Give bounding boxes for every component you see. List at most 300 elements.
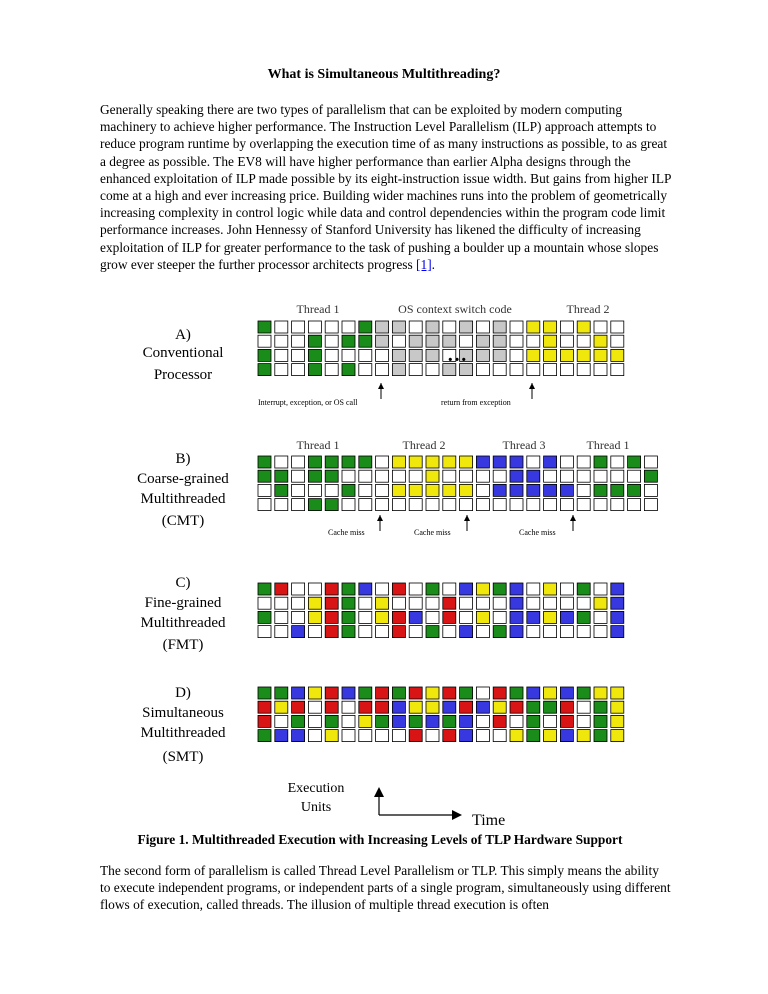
issue-slot: [527, 335, 540, 347]
issue-slot: [594, 583, 607, 595]
issue-slot: [376, 484, 389, 496]
issue-slot: [443, 715, 456, 727]
issue-slot: [476, 611, 489, 623]
issue-slot: [493, 456, 506, 468]
issue-slot: [527, 499, 540, 511]
issue-slot: [392, 335, 405, 347]
issue-slot: [476, 597, 489, 609]
issue-slot: [308, 626, 321, 638]
issue-slot: [594, 484, 607, 496]
panel-label-line: Multithreaded: [140, 725, 226, 741]
issue-slot: [544, 611, 557, 623]
issue-slot: [275, 470, 288, 482]
issue-slot: [426, 499, 439, 511]
issue-slot: [258, 470, 271, 482]
issue-slot: [544, 470, 557, 482]
issue-slot: [510, 626, 523, 638]
issue-slot: [376, 701, 389, 713]
issue-slot: [577, 730, 590, 742]
issue-slot: [275, 349, 288, 361]
issue-slot: [594, 715, 607, 727]
issue-slot: [376, 611, 389, 623]
reference-link[interactable]: [1]: [416, 256, 432, 272]
issue-slot: [325, 335, 338, 347]
issue-slot: [460, 611, 473, 623]
issue-slot: [527, 730, 540, 742]
issue-slot: [258, 456, 271, 468]
issue-slot: [308, 349, 321, 361]
issue-slot: [493, 715, 506, 727]
issue-slot: [443, 626, 456, 638]
issue-slot: [325, 484, 338, 496]
issue-slot: [510, 456, 523, 468]
thread-label: Thread 1: [586, 438, 630, 452]
issue-slot: [493, 364, 506, 376]
issue-slot: [392, 470, 405, 482]
issue-slot: [275, 687, 288, 699]
issue-slot: [611, 335, 624, 347]
issue-slot: [308, 701, 321, 713]
event-arrowhead: [570, 515, 576, 521]
issue-slot: [258, 364, 271, 376]
issue-slot: [258, 701, 271, 713]
issue-slot: [510, 499, 523, 511]
issue-slot: [392, 730, 405, 742]
issue-slot: [342, 597, 355, 609]
issue-slot: [392, 715, 405, 727]
issue-slot: [544, 484, 557, 496]
issue-slot: [376, 687, 389, 699]
issue-slot: [560, 611, 573, 623]
panel-label-line: (CMT): [161, 513, 205, 529]
issue-slot: [544, 335, 557, 347]
issue-slot: [275, 335, 288, 347]
issue-slot: [443, 701, 456, 713]
issue-slot: [342, 349, 355, 361]
issue-slot: [292, 484, 305, 496]
issue-slot: [476, 349, 489, 361]
issue-slot: [527, 611, 540, 623]
issue-slot: [560, 499, 573, 511]
issue-slot: [359, 597, 372, 609]
issue-slot: [376, 626, 389, 638]
panel-label-line: Multithreaded: [140, 491, 226, 507]
issue-slot: [392, 701, 405, 713]
issue-slot: [392, 611, 405, 623]
event-arrowhead: [378, 383, 384, 389]
axis-label-y: Execution: [287, 781, 345, 796]
issue-slot: [611, 484, 624, 496]
issue-slot: [544, 349, 557, 361]
issue-slot: [493, 484, 506, 496]
issue-slot: [560, 335, 573, 347]
issue-slot: [493, 626, 506, 638]
issue-slot: [560, 597, 573, 609]
issue-slot: [376, 730, 389, 742]
issue-slot: [510, 335, 523, 347]
issue-slot: [476, 470, 489, 482]
issue-slot: [275, 456, 288, 468]
issue-slot: [258, 484, 271, 496]
issue-slot: [476, 335, 489, 347]
issue-slot: [308, 715, 321, 727]
issue-slot: [611, 597, 624, 609]
issue-slot: [577, 456, 590, 468]
issue-slot: [359, 730, 372, 742]
issue-slot: [493, 583, 506, 595]
issue-slot: [577, 484, 590, 496]
issue-slot: [359, 687, 372, 699]
event-note: Cache miss: [519, 528, 556, 537]
issue-slot: [392, 456, 405, 468]
issue-slot: [476, 321, 489, 333]
issue-slot: [392, 626, 405, 638]
issue-slot: [308, 730, 321, 742]
issue-slot: [443, 484, 456, 496]
intro-period: .: [431, 256, 436, 272]
event-arrowhead: [464, 515, 470, 521]
issue-slot: [426, 335, 439, 347]
issue-slot: [611, 687, 624, 699]
issue-slot: [426, 701, 439, 713]
issue-slot: [292, 583, 305, 595]
issue-slot: [493, 687, 506, 699]
issue-slot: [325, 321, 338, 333]
issue-slot: [376, 456, 389, 468]
issue-slot: [443, 730, 456, 742]
thread-label: Thread 2: [566, 302, 610, 316]
issue-slot: [258, 583, 271, 595]
issue-slot: [258, 349, 271, 361]
issue-slot: [493, 597, 506, 609]
issue-slot: [308, 364, 321, 376]
issue-slot: [493, 701, 506, 713]
issue-slot: [292, 321, 305, 333]
issue-slot: [594, 499, 607, 511]
issue-slot: [325, 364, 338, 376]
issue-slot: [560, 484, 573, 496]
issue-slot: [342, 715, 355, 727]
issue-slot: [443, 597, 456, 609]
issue-slot: [628, 470, 641, 482]
issue-slot: [594, 687, 607, 699]
issue-slot: [409, 715, 422, 727]
issue-slot: [577, 597, 590, 609]
issue-slot: [292, 730, 305, 742]
issue-slot: [275, 321, 288, 333]
panel-label-line: A): [175, 327, 191, 343]
issue-slot: [342, 701, 355, 713]
issue-slot: [560, 321, 573, 333]
issue-slot: [560, 730, 573, 742]
issue-slot: [359, 611, 372, 623]
issue-slot: [460, 470, 473, 482]
issue-slot: [476, 583, 489, 595]
issue-slot: [510, 730, 523, 742]
panel-label-line: B): [175, 451, 191, 467]
issue-slot: [308, 499, 321, 511]
issue-slot: [426, 730, 439, 742]
issue-slot: [325, 715, 338, 727]
panel-label-line: Simultaneous: [142, 705, 224, 721]
panel-label-line: C): [175, 575, 191, 591]
issue-slot: [544, 321, 557, 333]
issue-slot: [560, 349, 573, 361]
issue-slot: [258, 335, 271, 347]
issue-slot: [258, 626, 271, 638]
issue-slot: [308, 611, 321, 623]
issue-slot: [376, 321, 389, 333]
issue-slot: [527, 456, 540, 468]
issue-slot: [325, 701, 338, 713]
issue-slot: [443, 321, 456, 333]
issue-slot: [325, 583, 338, 595]
issue-slot: [275, 597, 288, 609]
issue-slot: [594, 456, 607, 468]
issue-slot: [594, 321, 607, 333]
issue-slot: [359, 484, 372, 496]
issue-slot: [376, 597, 389, 609]
issue-slot: [275, 626, 288, 638]
issue-slot: [376, 364, 389, 376]
intro-text: Generally speaking there are two types of parallelism that can be exploited by modern computing machinery to achieve higher performance. The Instruction Level Parallelism (ILP) approach attempts to reduce program runtime by overlapping the execution time of as many instructions as possible, to as great a degree as possible. The EV8 will have higher performance than earlier Alpha designs through the enhanced exploitation of ILP made possible by its eight-instruction issue width. But gains from higher ILP come at a high and ever increasing price. Building wider machines runs into the problem of geometrically increasing complexity in control logic while data and control dependencies within the program code limit performance increases. John Hennessy of Stanford University has likened the difficulty of increasing exploitation of ILP for greater performance to the task of pushing a boulder up a mountain whose slopes grow ever steeper the further processor architects progress: [100, 102, 671, 272]
issue-slot: [392, 583, 405, 595]
panel-label-line: Conventional: [142, 345, 224, 361]
issue-slot: [611, 701, 624, 713]
issue-slot: [577, 349, 590, 361]
issue-slot: [510, 364, 523, 376]
issue-slot: [560, 364, 573, 376]
issue-slot: [292, 349, 305, 361]
issue-slot: [577, 499, 590, 511]
issue-slot: [527, 321, 540, 333]
issue-slot: [493, 470, 506, 482]
issue-slot: [443, 470, 456, 482]
issue-slot: [460, 456, 473, 468]
issue-slot: [460, 715, 473, 727]
issue-slot: [308, 470, 321, 482]
issue-slot: [342, 583, 355, 595]
issue-slot: [409, 364, 422, 376]
issue-slot: [392, 321, 405, 333]
issue-slot: [409, 626, 422, 638]
issue-slot: [544, 715, 557, 727]
issue-slot: [275, 701, 288, 713]
issue-slot: [510, 583, 523, 595]
issue-slot: [359, 456, 372, 468]
issue-slot: [359, 470, 372, 482]
panel-label-line: D): [175, 685, 191, 701]
issue-slot: [258, 597, 271, 609]
issue-slot: [493, 611, 506, 623]
issue-slot: [460, 701, 473, 713]
issue-slot: [376, 583, 389, 595]
issue-slot: [628, 499, 641, 511]
issue-slot: [325, 499, 338, 511]
issue-slot: [594, 626, 607, 638]
issue-slot: [510, 484, 523, 496]
issue-slot: [611, 626, 624, 638]
issue-slot: [426, 597, 439, 609]
thread-label: OS context switch code: [398, 302, 512, 316]
issue-slot: [258, 321, 271, 333]
issue-slot: [275, 364, 288, 376]
issue-slot: [376, 349, 389, 361]
issue-slot: [342, 611, 355, 623]
issue-slot: [476, 484, 489, 496]
issue-slot: [544, 583, 557, 595]
issue-slot: [560, 470, 573, 482]
issue-slot: [577, 626, 590, 638]
issue-slot: [527, 597, 540, 609]
issue-slot: [376, 499, 389, 511]
issue-slot: [359, 583, 372, 595]
issue-slot: [392, 499, 405, 511]
issue-slot: [560, 715, 573, 727]
issue-slot: [342, 335, 355, 347]
thread-label: Thread 3: [502, 438, 546, 452]
issue-slot: [409, 687, 422, 699]
issue-slot: [577, 470, 590, 482]
event-note: return from exception: [441, 398, 511, 407]
issue-slot: [527, 626, 540, 638]
issue-slot: [611, 611, 624, 623]
issue-slot: [510, 597, 523, 609]
issue-slot: [258, 730, 271, 742]
issue-slot: [325, 470, 338, 482]
issue-slot: [342, 687, 355, 699]
issue-slot: [594, 364, 607, 376]
issue-slot: [325, 349, 338, 361]
issue-slot: [325, 611, 338, 623]
issue-slot: [577, 701, 590, 713]
issue-slot: [560, 701, 573, 713]
issue-slot: [292, 335, 305, 347]
tlp-paragraph: The second form of parallelism is called Thread Level Parallelism or TLP. This simply means the ability to execute independent programs, or independent parts of a single program, simultaneously using different flows of execution, called threads. The illusion of multiple thread execution is often: [100, 863, 671, 913]
issue-slot: [359, 499, 372, 511]
issue-slot: [359, 715, 372, 727]
issue-slot: [426, 349, 439, 361]
issue-slot: [594, 611, 607, 623]
issue-slot: [443, 499, 456, 511]
issue-slot: [308, 583, 321, 595]
issue-slot: [409, 335, 422, 347]
issue-slot: [476, 626, 489, 638]
issue-slot: [577, 687, 590, 699]
issue-slot: [611, 470, 624, 482]
issue-slot: [460, 321, 473, 333]
issue-slot: [292, 715, 305, 727]
issue-slot: [594, 597, 607, 609]
issue-slot: [493, 499, 506, 511]
issue-slot: [376, 470, 389, 482]
issue-slot: [527, 701, 540, 713]
issue-slot: [275, 730, 288, 742]
issue-slot: [493, 335, 506, 347]
issue-slot: [258, 715, 271, 727]
issue-slot: [476, 730, 489, 742]
issue-slot: [476, 715, 489, 727]
issue-slot: [359, 335, 372, 347]
x-axis-arrowhead: [452, 810, 462, 820]
issue-slot: [560, 626, 573, 638]
issue-slot: [409, 349, 422, 361]
issue-slot: [342, 321, 355, 333]
issue-slot: [577, 321, 590, 333]
issue-slot: [460, 484, 473, 496]
page-title: What is Simultaneous Multithreading?: [267, 67, 501, 82]
issue-slot: [342, 456, 355, 468]
issue-slot: [342, 499, 355, 511]
issue-slot: [544, 626, 557, 638]
issue-slot: [308, 335, 321, 347]
issue-slot: [527, 687, 540, 699]
issue-slot: [527, 470, 540, 482]
issue-slot: [426, 484, 439, 496]
issue-slot: [359, 364, 372, 376]
issue-slot: [594, 730, 607, 742]
event-note: Cache miss: [414, 528, 451, 537]
event-arrowhead: [377, 515, 383, 521]
issue-slot: [493, 349, 506, 361]
issue-slot: [342, 730, 355, 742]
issue-slot: [342, 364, 355, 376]
issue-slot: [359, 701, 372, 713]
figure-caption: Figure 1. Multithreaded Execution with Increasing Levels of TLP Hardware Support: [137, 832, 623, 847]
issue-slot: [359, 349, 372, 361]
issue-slot: [292, 611, 305, 623]
issue-slot: [560, 687, 573, 699]
issue-slot: [544, 597, 557, 609]
issue-slot: [510, 470, 523, 482]
issue-slot: [426, 456, 439, 468]
event-note: Interrupt, exception, or OS call: [258, 398, 358, 407]
issue-slot: [258, 499, 271, 511]
panel-label-line: Multithreaded: [140, 615, 226, 631]
issue-slot: [409, 321, 422, 333]
issue-slot: [292, 456, 305, 468]
issue-slot: [544, 687, 557, 699]
issue-slot: [392, 364, 405, 376]
issue-slot: [577, 335, 590, 347]
issue-slot: [325, 687, 338, 699]
axis-label-y: Units: [300, 800, 332, 815]
issue-slot: [460, 626, 473, 638]
issue-slot: [611, 499, 624, 511]
event-arrowhead: [529, 383, 535, 389]
issue-slot: [426, 611, 439, 623]
issue-slot: [426, 715, 439, 727]
issue-slot: [476, 499, 489, 511]
issue-slot: [275, 715, 288, 727]
issue-slot: [292, 687, 305, 699]
issue-slot: [594, 349, 607, 361]
issue-slot: [292, 597, 305, 609]
issue-slot: [292, 470, 305, 482]
issue-slot: [443, 687, 456, 699]
issue-slot: [426, 583, 439, 595]
issue-slot: [510, 687, 523, 699]
issue-slot: [292, 499, 305, 511]
issue-slot: [409, 484, 422, 496]
issue-slot: [544, 499, 557, 511]
issue-slot: [359, 626, 372, 638]
issue-slot: [342, 470, 355, 482]
issue-slot: [409, 470, 422, 482]
issue-slot: [292, 364, 305, 376]
issue-slot: [409, 583, 422, 595]
issue-slot: [510, 321, 523, 333]
